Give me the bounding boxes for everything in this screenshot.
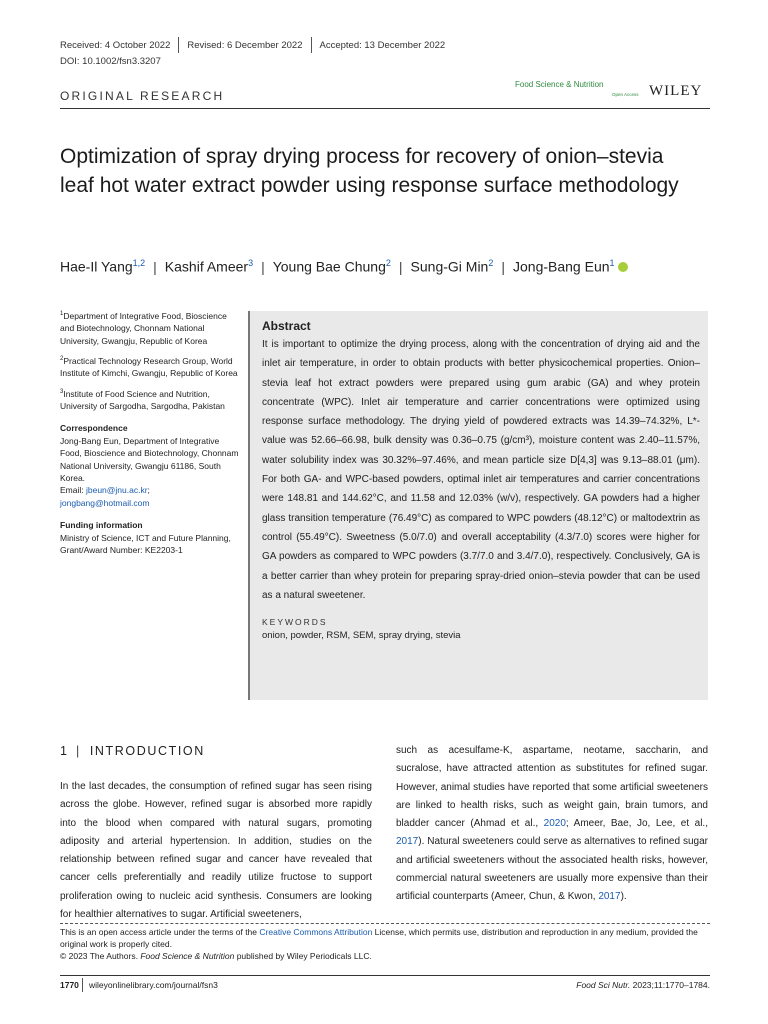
abstract-text: It is important to optimize the drying process, along with the concentration of drying aid and the inlet air temperature, in order to obtain products with better physicochemical properties. Onion–stevia leaf hot extract powders were prepared using gum arabic (GA) and whey protein concentrate (WPC). Inlet air temperature and carrier concentrations were optimized using response surface methodology. The drying yield of powdered extracts was 14.39–74.32%, L*- value was 52.66–66.98, bulk density was 0.36–0.75 (g/cm³), moisture content was 2.40–11.57%, water solubility index was 30.32%–97.46%, and mean particle size D[4,3] was 9.13–88.01 (μm). For both GA- and WPC-based powders, optimal inlet air temperatures and carrier concentrations were 148.81 and 144.62°C, and 11.58 and 12.03% (w/v), respectively. GA powders had a higher glass transition temperature (76.49°C) as compared to WPC powders (48.12°C) or maltodextrin as control (55.49°C). Sweetness (5.0/7.0) and overall acceptability (4.3/7.0) scores were higher for GA powders as compared to WPC powders (3.7/7.0 and 3.4/7.0), respectively. Conclusively, GA is a better carrier than whey protein for preparing spray-dried onion–stevia powder that can be used as a natural sweetener.: [262, 339, 700, 601]
keywords-heading: KEYWORDS: [262, 617, 328, 628]
funding-text: Ministry of Science, ICT and Future Planning, Grant/Award Number: KE2203-1: [60, 532, 231, 555]
author[interactable]: Young Bae Chung$^2$: [272, 258, 391, 275]
intro-text-right: such as acesulfame-K, aspartame, neotame, saccharin, and sucralose, have attracted attention as substitutes for refined sugar. However, animal studies have reported that some artificial sweeteners are linked to health risks, such as weight gain, brain tumors, and bladder cancer (Ahmad et al., 2020; Ameer, Bae, Jo, Lee, et al., 2017). Natural sweeteners could serve as alternatives to refined sugar and artificial sweeteners without the associated health risks, however, commercial natural sweeteners are usually more expensive than their artificial counterparts (Ameer, Chun, & Kwon, 2017).: [396, 745, 708, 903]
keywords-list: onion, powder, RSM, SEM, spray drying, stevia: [262, 630, 461, 642]
divider: |: [398, 258, 403, 275]
journal-logo-text: Food Science & Nutrition: [515, 80, 604, 89]
header-rule: [60, 108, 710, 109]
reference-link[interactable]: 2020: [543, 818, 566, 830]
reference-link[interactable]: 2017: [396, 836, 419, 848]
received-date: Received: 4 October 2022: [60, 39, 171, 51]
divider: [178, 37, 179, 53]
page-number: 1770: [60, 980, 79, 990]
accepted-date: Accepted: 13 December 2022: [319, 39, 446, 51]
footer-rule: [60, 975, 710, 976]
author[interactable]: Jong-Bang Eun$^1$: [513, 258, 615, 275]
journal-logo: [515, 80, 639, 97]
section-heading: 1 | INTRODUCTION: [60, 744, 205, 758]
divider: |: [501, 258, 505, 275]
license-link[interactable]: Creative Commons Attribution: [259, 927, 373, 937]
open-access-label: Open Access: [612, 92, 639, 97]
orcid-icon[interactable]: [618, 262, 628, 272]
abstract-box: [248, 311, 708, 700]
publisher-logo: WILEY: [649, 83, 703, 99]
revised-date: Revised: 6 December 2022: [187, 39, 303, 51]
footer-divider: [60, 923, 710, 924]
journal-url[interactable]: wileyonlinelibrary.com/journal/fsn3: [89, 980, 218, 990]
reference-link[interactable]: 2017: [598, 891, 621, 903]
author[interactable]: Kashif Ameer$^3$: [164, 258, 254, 275]
email-link[interactable]: jongbang@hotmail.com: [60, 497, 150, 508]
article-title: Optimization of spray drying process for recovery of onion–stevia leaf hot water extract powder using response surface methodology: [60, 145, 679, 197]
abstract-heading: Abstract: [262, 319, 311, 333]
affiliation: $^2$Practical Technology Research Group, World Institute of Kimchi, Gwangju, Republic of Korea: [60, 355, 238, 379]
license-note: This is an open access article under the terms of the Creative Commons Attribution License, which permits use, distribution and reproduction in any medium, provided the original work is properly cited. © 2023 The Authors. Food Science & Nutrition published by Wiley Periodicals LLC.: [60, 927, 698, 962]
divider: |: [261, 258, 265, 275]
affiliation: $^1$Department of Integrative Food, Bioscience and Biotechnology, Chonnam National University, Gwangju, Republic of Korea: [60, 310, 227, 346]
abstract-side-bar: [248, 311, 250, 700]
doi[interactable]: DOI: 10.1002/fsn3.3207: [60, 56, 161, 67]
section-label: ORIGINAL RESEARCH: [60, 89, 225, 103]
author-list: [60, 258, 628, 275]
email-link[interactable]: jbeun@jnu.ac.kr: [85, 485, 148, 496]
article-dates: [60, 37, 445, 53]
divider: |: [153, 258, 157, 275]
article-info-sidebar: [60, 308, 240, 564]
divider: [311, 37, 312, 53]
funding-heading: Funding information: [60, 520, 143, 531]
correspondence-text: Jong-Bang Eun, Department of Integrative Food, Bioscience and Biotechnology, Chonnam National University, Gwangju 61186, South Korea. Email: jbeun@jnu.ac.kr; jongbang@hotmail.com: [60, 435, 239, 508]
intro-text-left: In the last decades, the consumption of refined sugar has seen rising across the globe. However, refined sugar is absorbed more rapidly into the blood when compared with natural sugars, promoting adiposity and arterial hypertension. In addition, studies on the relationship between refined sugar and cancer have revealed that cancer cells preferentially and readily utilize fructose to support proliferation owing to nucleic acid synthesis. Consumers are looking for healthier alternatives to sugar. Artificial sweeteners,: [60, 781, 372, 921]
correspondence-heading: Correspondence: [60, 423, 128, 434]
divider: [82, 978, 83, 992]
citation: Food Sci Nutr. 2023;11:1770–1784.: [576, 980, 710, 990]
affiliation: $^3$Institute of Food Science and Nutrition, University of Sargodha, Sargodha, Pakistan: [60, 388, 225, 411]
author[interactable]: Hae-Il Yang$^{1,2}$: [60, 258, 146, 275]
author[interactable]: Sung-Gi Min$^2$: [410, 258, 494, 275]
